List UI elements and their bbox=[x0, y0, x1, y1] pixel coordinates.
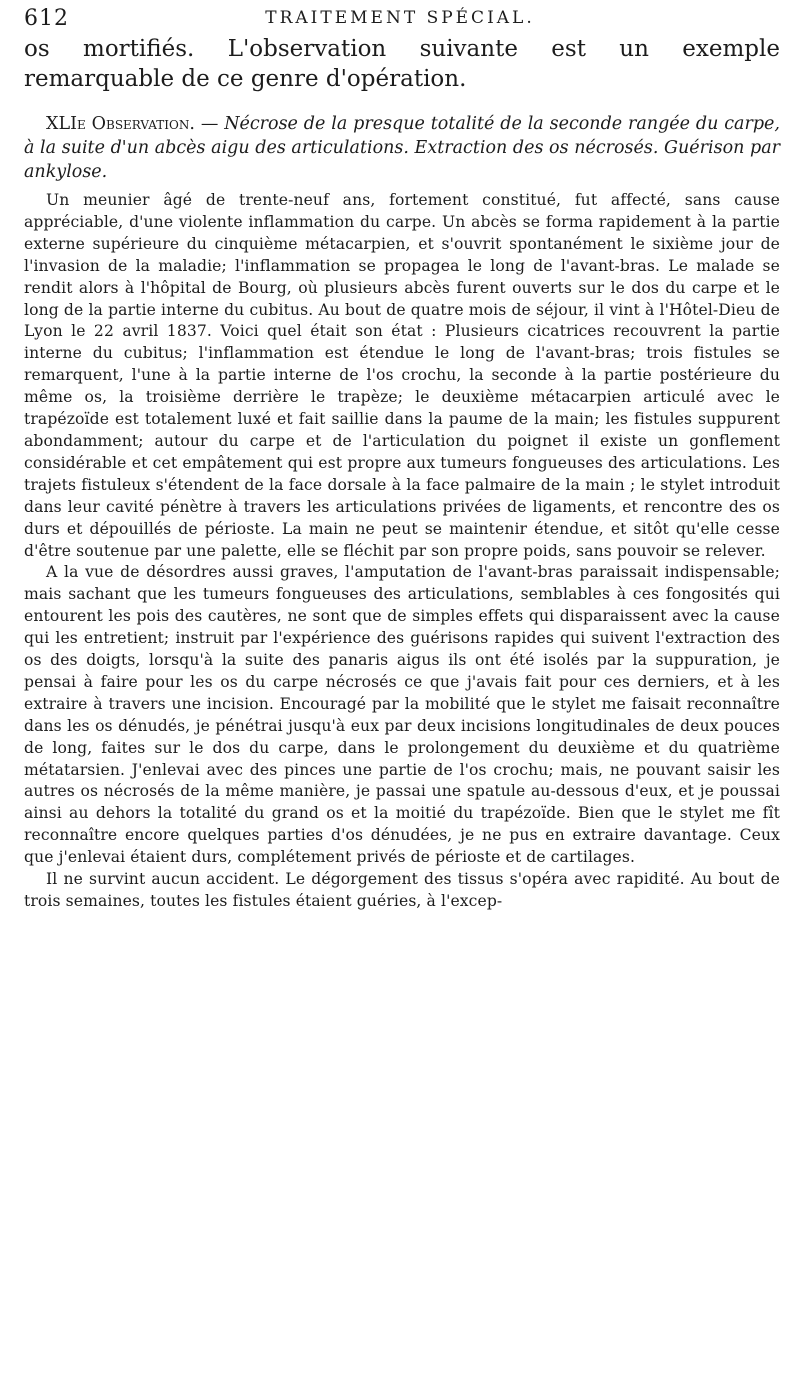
paragraph-3: Il ne survint aucun accident. Le dégorgement des tissus s'opéra avec rapidité. Au bout de trois semaines, toutes les fistules étaient guéries, à l'excep- bbox=[24, 870, 780, 910]
observation-number: XLIe bbox=[46, 114, 86, 134]
page-header bbox=[18, 6, 782, 34]
observation-heading bbox=[24, 112, 780, 184]
observation-label: Observation. bbox=[91, 114, 195, 134]
page-number: 612 bbox=[24, 6, 69, 31]
observation-dash: — bbox=[200, 114, 219, 134]
observation-title: Nécrose de la presque totalité de la seconde rangée du carpe, à la suite d'un abcès aigu des articulations. Extraction des os nécrosés. Guérison par ankylose. bbox=[24, 114, 780, 182]
paragraph-1: Un meunier âgé de trente-neuf ans, fortement constitué, fut affecté, sans cause appréciable, d'une violente inflammation du carpe. Un abcès se forma rapidement à la partie externe supérieure du cinquième métacarpien, et s'ouvrit spontanément le sixième jour de l'invasion de la maladie; l'inflammation se propagea le long de l'avant-bras. Le malade se rendit alors à l'hôpital de Bourg, où plusieurs abcès furent ouverts sur le dos du carpe et le long de la partie interne du cubitus. Au bout de quatre mois de séjour, il vint à l'Hôtel-Dieu de Lyon le 22 avril 1837. Voici quel était son état : Plusieurs cicatrices recouvrent la partie interne du cubitus; l'inflammation est étendue le long de l'avant-bras; trois fistules se remarquent, l'une à la partie interne de l'os crochu, la seconde à la partie postérieure du même os, la troisième derrière le trapèze; le deuxième métacarpien articulé avec le trapézoïde est totalement luxé et fait saillie dans la paume de la main; les fistules suppurent abondamment; autour du carpe et de l'articulation du poignet il existe un gonflement considérable et cet empâtement qui est propre aux tumeurs fongueuses des articulations. Les trajets fistuleux s'étendent de la face dorsale à la face palmaire de la main ; le stylet introduit dans leur cavité pénètre à travers les articulations privées de ligaments, et rencontre des os durs et dépouillés de périoste. La main ne peut se maintenir étendue, et sitôt qu'elle cesse d'être soutenue par une palette, elle se fléchit par son propre poids, sans pouvoir se relever. bbox=[24, 191, 780, 560]
paragraph-2: A la vue de désordres aussi graves, l'amputation de l'avant-bras paraissait indispensable; mais sachant que les tumeurs fongueuses des articulations, semblables à ces fongosités qui entourent les pois des cautères, ne sont que de simples effets qui disparaissent avec la cause qui les entretient; instruit par l'expérience des guérisons rapides qui suivent l'extraction des os des doigts, lorsqu'à la suite des panaris aigus ils ont été isolés par la suppuration, je pensai à faire pour les os du carpe nécrosés ce que j'avais fait pour ces derniers, et à les extraire à travers une incision. Encouragé par la mobilité que le stylet me faisait reconnaître dans les os dénudés, je pénétrai jusqu'à eux par deux incisions longitudinales de deux pouces de long, faites sur le dos du carpe, dans le prolongement du deuxième et du quatrième métatarsien. J'enlevai avec des pinces une partie de l'os crochu; mais, ne pouvant saisir les autres os nécrosés de la même manière, je passai une spatule au-dessous d'eux, et je poussai ainsi au dehors la totalité du grand os et la moitié du trapézoïde. Bien que le stylet me fît reconnaître encore quelques parties d'os dénudées, je ne pus en extraire davantage. Ceux que j'enlevai étaient durs, complétement privés de périoste et de cartilages. bbox=[24, 563, 780, 867]
page-body bbox=[24, 34, 780, 913]
running-title: TRAITEMENT SPÉCIAL. bbox=[265, 8, 535, 28]
intro-text: os mortifiés. L'observation suivante est un exemple remarquable de ce genre d'opération. bbox=[24, 36, 780, 92]
